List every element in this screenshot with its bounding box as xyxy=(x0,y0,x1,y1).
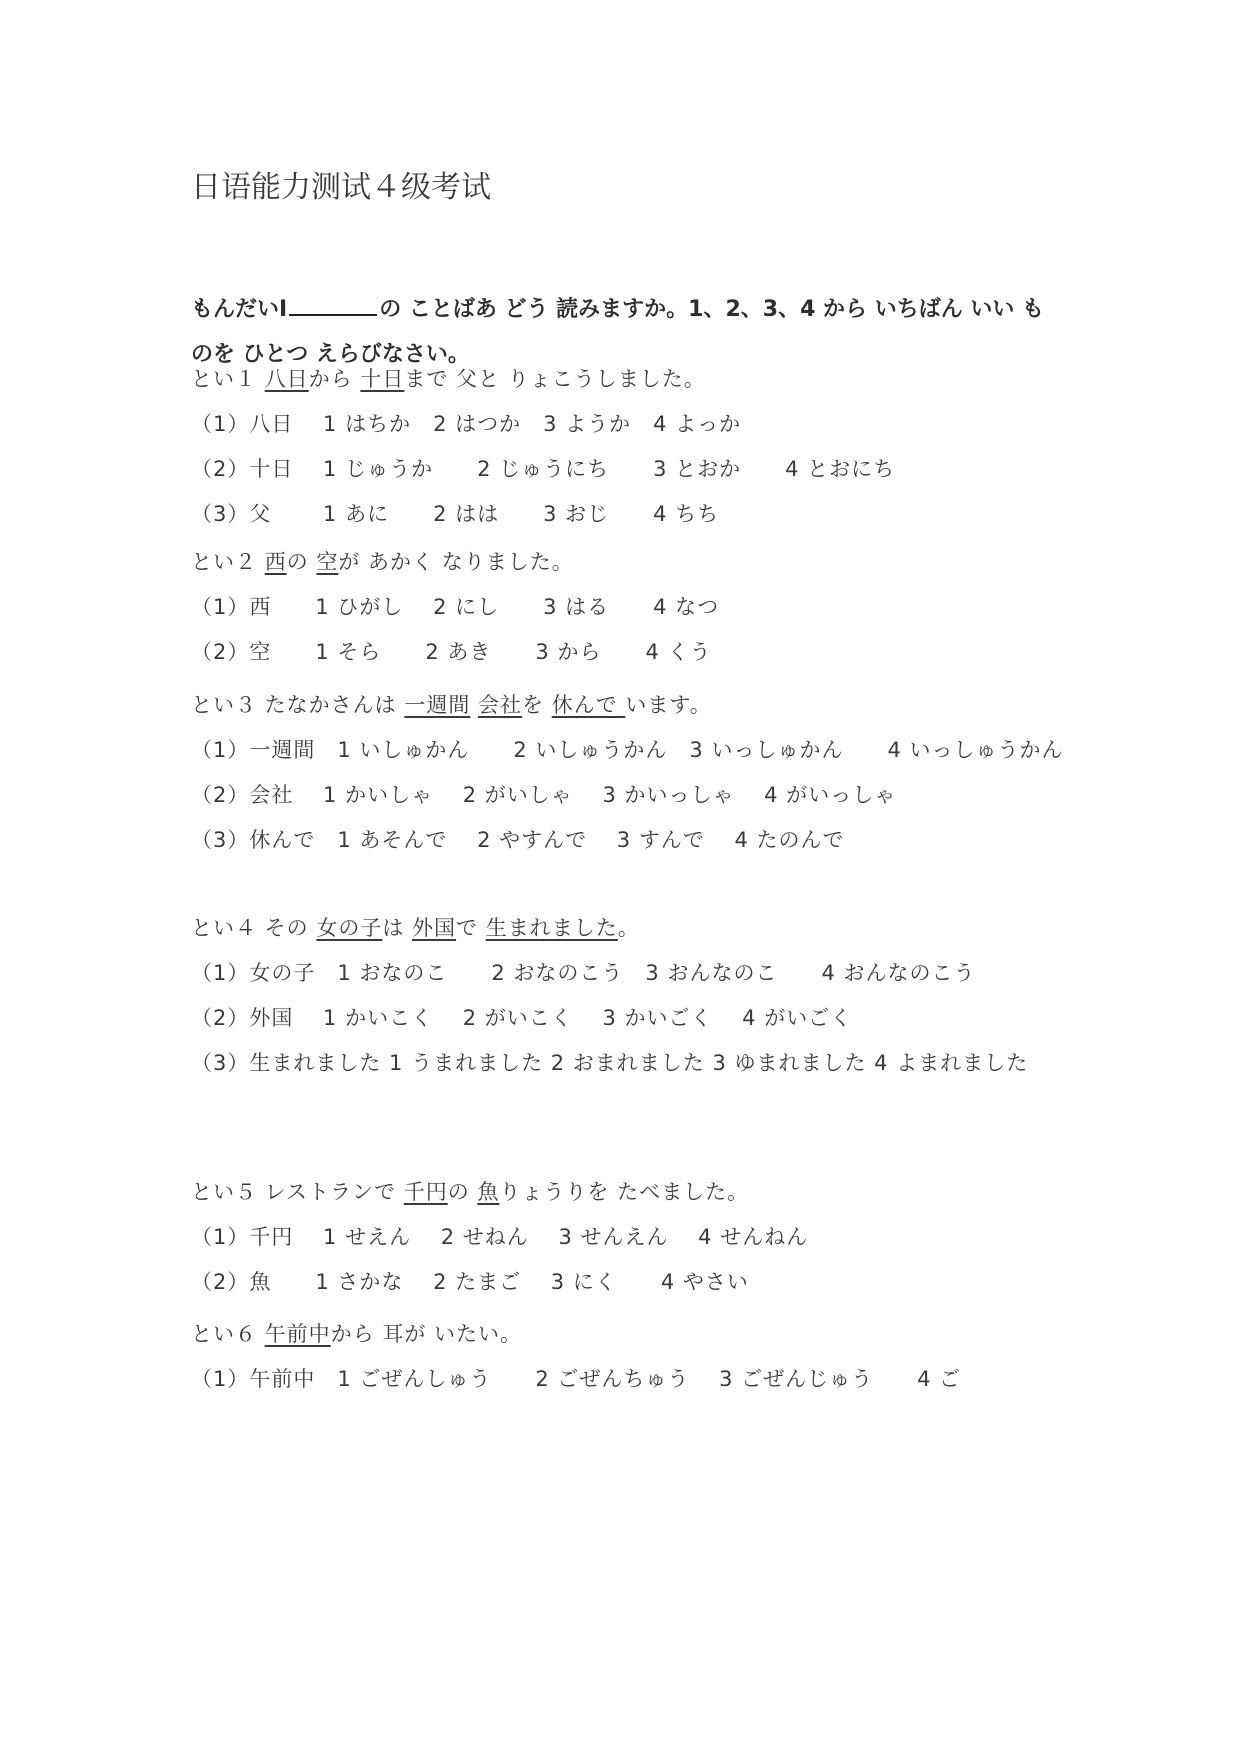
option-text: （1）一週間 1 いしゅかん 2 いしゅうかん 3 いっしゅかん 4 いっしゅうかん xyxy=(191,738,1064,762)
option-line xyxy=(191,728,1064,773)
answer-blank xyxy=(289,288,377,316)
underlined-word: 午前中 xyxy=(264,1322,331,1346)
option-text: （3）生まれました 1 うまれました 2 おまれました 3 ゆまれました 4 よまれました xyxy=(191,1051,1029,1075)
instruction-text: の ことばあ どう 読みますか。1、2、3、4 から いちばん いい ものを ひとつ えらびなさい。 xyxy=(191,297,1045,367)
text-segment: とい４ その xyxy=(191,916,317,940)
underlined-word: 八日 xyxy=(264,367,309,391)
option-text: （1）西 1 ひがし 2 にし 3 はる 4 なつ xyxy=(191,595,720,619)
option-line xyxy=(191,402,1061,447)
text-segment: は xyxy=(382,916,413,940)
option-text: （3）父 1 あに 2 はは 3 おじ 4 ちち xyxy=(191,502,720,526)
text-segment: の xyxy=(286,550,317,574)
option-text: （2）空 1 そら 2 あき 3 から 4 くう xyxy=(191,640,712,664)
option-text: （2）十日 1 じゅうか 2 じゅうにち 3 とおか 4 とおにち xyxy=(191,457,896,481)
option-line xyxy=(191,1260,1061,1305)
question-4 xyxy=(191,906,1061,1086)
option-text: （1）午前中 1 ごぜんしゅう 2 ごぜんちゅう 3 ごぜんじゅう 4 ご xyxy=(191,1367,962,1391)
question-text xyxy=(191,683,1061,728)
option-line xyxy=(191,1041,1061,1086)
question-2 xyxy=(191,540,1061,675)
option-line xyxy=(191,585,1061,630)
question-text xyxy=(191,906,1061,951)
option-text: （1）八日 1 はちか 2 はつか 3 ようか 4 よっか xyxy=(191,412,742,436)
option-line xyxy=(191,951,1061,996)
text-segment: います。 xyxy=(625,693,712,717)
text-segment: とい２ xyxy=(191,550,265,574)
underlined-word: 会社 xyxy=(478,693,523,717)
option-line xyxy=(191,773,1061,818)
document-title: 日语能力测试４级考试 xyxy=(191,170,491,205)
question-text xyxy=(191,1170,1061,1215)
instruction-label: もんだいⅠ xyxy=(191,297,288,322)
question-1 xyxy=(191,357,1061,537)
text-segment: とい１ xyxy=(191,367,265,391)
option-text: （1）千円 1 せえん 2 せねん 3 せんえん 4 せんねん xyxy=(191,1225,809,1249)
option-text: （2）魚 1 さかな 2 たまご 3 にく 4 やさい xyxy=(191,1270,749,1294)
underlined-word: 一週間 xyxy=(404,693,471,717)
text-segment: りょうりを たべました。 xyxy=(499,1180,750,1204)
text-segment: が あかく なりました。 xyxy=(338,550,574,574)
underlined-word: 西 xyxy=(264,550,287,574)
option-line xyxy=(191,630,1061,675)
text-segment: を xyxy=(522,693,552,717)
underlined-word: 千円 xyxy=(403,1180,448,1204)
text-segment: から 耳が いたい。 xyxy=(330,1322,523,1346)
text-segment: とい６ xyxy=(191,1322,265,1346)
option-line xyxy=(191,447,1061,492)
question-text xyxy=(191,357,1061,402)
option-text: （2）会社 1 かいしゃ 2 がいしゃ 3 かいっしゃ 4 がいっしゃ xyxy=(191,783,897,807)
option-text: （2）外国 1 かいこく 2 がいこく 3 かいごく 4 がいごく xyxy=(191,1006,853,1030)
option-line xyxy=(191,996,1061,1041)
underlined-word: 外国 xyxy=(412,916,457,940)
option-text: （1）女の子 1 おなのこ 2 おなのこう 3 おんなのこ 4 おんなのこう xyxy=(191,961,976,985)
option-line xyxy=(191,1357,1061,1402)
text-segment: の xyxy=(447,1180,478,1204)
underlined-word: 休んで xyxy=(551,693,626,717)
option-line xyxy=(191,1215,1061,1260)
question-text xyxy=(191,1312,1061,1357)
text-segment: まで 父と りょこうしました。 xyxy=(404,367,706,391)
text-segment: とい５ レストランで xyxy=(191,1180,404,1204)
text-segment: 。 xyxy=(617,916,640,940)
option-text: （3）休んで 1 あそんで 2 やすんで 3 すんで 4 たのんで xyxy=(191,828,845,852)
underlined-word: 魚 xyxy=(477,1180,500,1204)
text-segment: で xyxy=(456,916,486,940)
text-segment: とい３ たなかさんは xyxy=(191,693,405,717)
underlined-word: 生まれました xyxy=(485,916,618,940)
underlined-word: 空 xyxy=(316,550,339,574)
question-5 xyxy=(191,1170,1061,1305)
underlined-word: 十日 xyxy=(360,367,405,391)
text-segment xyxy=(470,693,478,717)
option-line xyxy=(191,818,1061,863)
question-6 xyxy=(191,1312,1061,1402)
option-line xyxy=(191,492,1061,537)
question-3 xyxy=(191,683,1064,863)
text-segment: から xyxy=(308,367,361,391)
question-text xyxy=(191,540,1061,585)
underlined-word: 女の子 xyxy=(316,916,383,940)
